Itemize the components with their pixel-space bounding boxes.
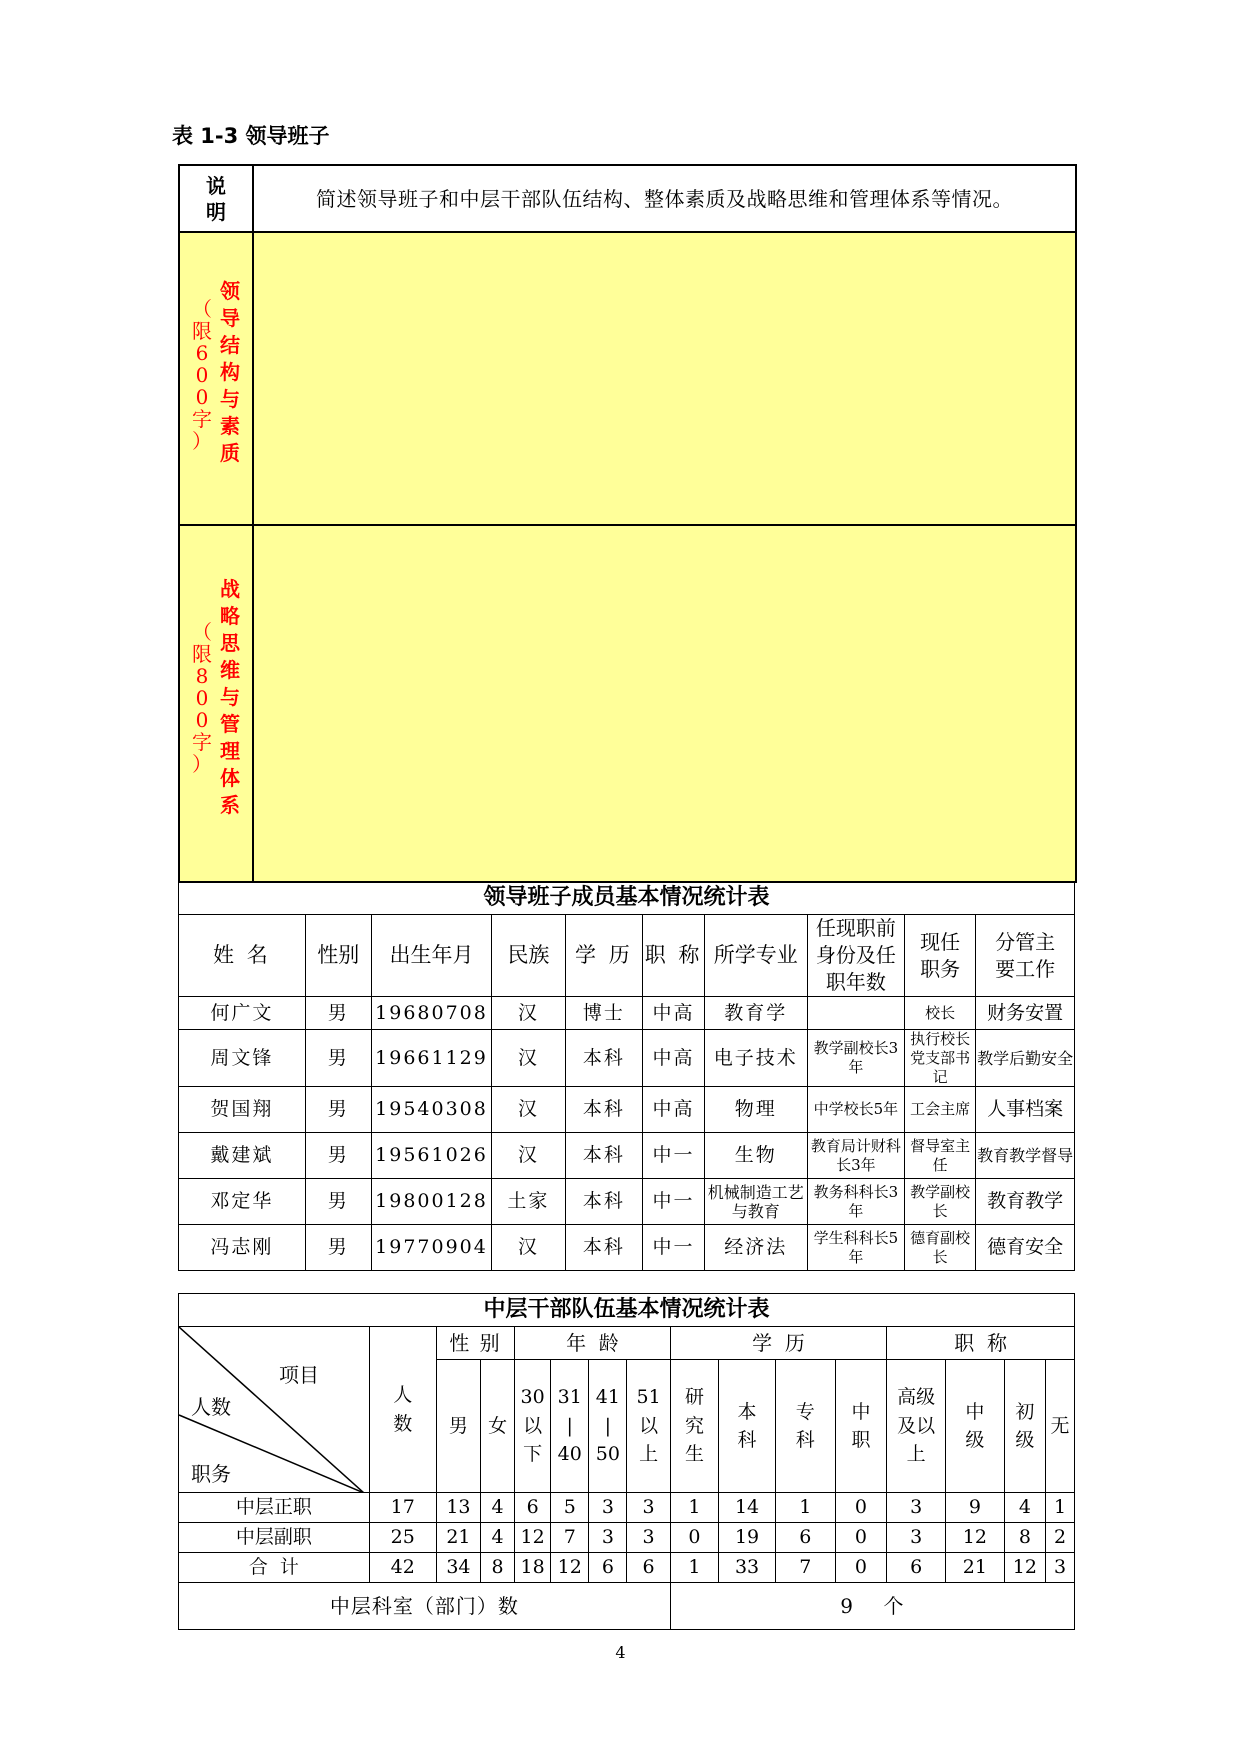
leader-cell: 男	[305, 1133, 371, 1179]
description-table	[178, 164, 1077, 883]
leader-cell: 汉	[492, 1087, 565, 1133]
section-note-char: （	[192, 297, 212, 321]
leader-cell: 本科	[565, 1030, 643, 1087]
section-title-char: 与	[220, 387, 240, 411]
corner-header	[179, 1327, 370, 1493]
corner-label-count: 人数	[191, 1395, 231, 1419]
leader-cell: 本科	[565, 1225, 643, 1271]
section-title-char: 构	[220, 360, 240, 384]
leader-cell: 中高	[643, 997, 705, 1030]
section-title-char: 质	[220, 441, 240, 465]
section-structure-content[interactable]	[253, 232, 1076, 525]
header-prior-position: 任现职前身份及任职年数	[807, 915, 904, 997]
leader-cell: 经济法	[704, 1225, 807, 1271]
middle-cell: 13	[436, 1493, 480, 1523]
description-label-char: 明	[206, 199, 226, 224]
header-ethnicity: 民族	[492, 915, 565, 997]
section-strategy-content[interactable]	[253, 525, 1076, 882]
leader-cell: 本科	[565, 1133, 643, 1179]
middle-cell: 8	[481, 1553, 515, 1583]
leader-cell: 周文锋	[179, 1030, 306, 1087]
leader-row	[179, 1225, 1075, 1271]
section-note-char: ）	[192, 429, 212, 453]
section-title-char: 素	[220, 414, 240, 438]
document-title: 表 1-3 领导班子	[172, 124, 330, 148]
leader-cell: 教育局计财科长3年	[807, 1133, 904, 1179]
middle-row-label: 合 计	[179, 1553, 370, 1583]
middle-cell: 4	[481, 1493, 515, 1523]
section-title-char: 系	[220, 793, 240, 817]
sub-header: 男	[436, 1360, 480, 1493]
leader-cell: 贺国翔	[179, 1087, 306, 1133]
group-education: 学 历	[670, 1327, 887, 1360]
leader-cell: 何广文	[179, 997, 306, 1030]
leader-cell: 本科	[565, 1087, 643, 1133]
middle-cell: 33	[719, 1553, 776, 1583]
description-label	[179, 165, 253, 232]
leader-cell: 教务科科长3年	[807, 1179, 904, 1225]
description-text: 简述领导班子和中层干部队伍结构、整体素质及战略思维和管理体系等情况。	[253, 165, 1076, 232]
middle-cell: 0	[835, 1523, 887, 1553]
leader-cell: 教学后勤安全	[976, 1030, 1075, 1087]
middle-row-label: 中层正职	[179, 1493, 370, 1523]
header-title: 职 称	[643, 915, 705, 997]
leader-cell: 中一	[643, 1225, 705, 1271]
middle-cell: 4	[1004, 1493, 1045, 1523]
middle-cell: 12	[551, 1553, 589, 1583]
sub-header: 研 究 生	[670, 1360, 718, 1493]
section-title-char: 理	[220, 739, 240, 763]
section-note-char: （	[192, 620, 212, 644]
middle-cell: 14	[719, 1493, 776, 1523]
leader-cell: 土家	[492, 1179, 565, 1225]
middle-cell: 6	[887, 1553, 946, 1583]
middle-cell: 1	[670, 1493, 718, 1523]
leader-row	[179, 1179, 1075, 1225]
middle-cell: 6	[589, 1553, 627, 1583]
leader-cell: 汉	[492, 1225, 565, 1271]
header-birth: 出生年月	[371, 915, 491, 997]
middle-cell: 42	[369, 1553, 436, 1583]
middle-cell: 6	[627, 1553, 670, 1583]
leader-cell: 生物	[704, 1133, 807, 1179]
section-title-char: 管	[220, 712, 240, 736]
section-title-char: 体	[220, 766, 240, 790]
middle-row-label: 中层副职	[179, 1523, 370, 1553]
sub-header: 高级 及以 上	[887, 1360, 946, 1493]
count-header-char: 人	[393, 1384, 413, 1406]
leader-cell: 教育教学	[976, 1179, 1075, 1225]
leader-cell: 19680708	[371, 997, 491, 1030]
middle-cell: 4	[481, 1523, 515, 1553]
middle-cell: 3	[589, 1523, 627, 1553]
leader-cell: 教学副校长3年	[807, 1030, 904, 1087]
section-strategy-note	[192, 621, 212, 775]
middle-cell: 3	[887, 1523, 946, 1553]
sub-header: 初 级	[1004, 1360, 1045, 1493]
leader-cell: 物理	[704, 1087, 807, 1133]
section-note-char: 限	[192, 642, 212, 666]
leader-cell: 德育安全	[976, 1225, 1075, 1271]
sub-header: 女	[481, 1360, 515, 1493]
section-note-char: 8	[195, 664, 209, 688]
middle-row	[179, 1493, 1075, 1523]
middle-cell: 12	[1004, 1553, 1045, 1583]
sub-header: 本 科	[719, 1360, 776, 1493]
leader-cell: 邓定华	[179, 1179, 306, 1225]
leader-cell: 人事档案	[976, 1087, 1075, 1133]
leader-cell: 工会主席	[905, 1087, 976, 1133]
header-name: 姓 名	[179, 915, 306, 997]
header-gender: 性别	[305, 915, 371, 997]
middle-cell: 1	[775, 1493, 835, 1523]
section-title-char: 战	[220, 577, 240, 601]
middle-cell: 6	[515, 1493, 551, 1523]
middle-cell: 34	[436, 1553, 480, 1583]
leader-cell: 德育副校长	[905, 1225, 976, 1271]
leader-row	[179, 1030, 1075, 1087]
description-label-char: 说	[206, 173, 226, 198]
corner-label-position: 职务	[191, 1462, 231, 1486]
sub-header: 无	[1046, 1360, 1075, 1493]
middle-cell: 3	[589, 1493, 627, 1523]
middle-row	[179, 1553, 1075, 1583]
leader-cell: 中一	[643, 1133, 705, 1179]
leader-cell: 博士	[565, 997, 643, 1030]
leader-cell: 教学副校长	[905, 1179, 976, 1225]
middle-cell: 8	[1004, 1523, 1045, 1553]
middle-cell: 0	[670, 1523, 718, 1553]
header-count	[369, 1327, 436, 1493]
section-note-char: 6	[195, 341, 209, 365]
section-structure-label	[179, 232, 253, 525]
leader-cell: 本科	[565, 1179, 643, 1225]
middle-cadre-table	[178, 1293, 1075, 1630]
sub-header: 30 以 下	[515, 1360, 551, 1493]
section-title-char: 维	[220, 658, 240, 682]
middle-cell: 18	[515, 1553, 551, 1583]
section-title-char: 结	[220, 333, 240, 357]
leaders-table-title: 领导班子成员基本情况统计表	[179, 882, 1075, 915]
leader-cell: 执行校长党支部书记	[905, 1030, 976, 1087]
leader-cell: 教育学	[704, 997, 807, 1030]
header-major: 所学专业	[704, 915, 807, 997]
leader-row	[179, 1133, 1075, 1179]
leaders-header-row	[179, 915, 1075, 997]
group-age: 年 龄	[515, 1327, 671, 1360]
leaders-table	[178, 881, 1075, 1271]
page-number: 4	[615, 1643, 626, 1662]
group-title: 职 称	[887, 1327, 1075, 1360]
section-note-char: 0	[195, 686, 209, 710]
middle-cell: 25	[369, 1523, 436, 1553]
middle-cell: 12	[946, 1523, 1005, 1553]
middle-cell: 17	[369, 1493, 436, 1523]
corner-label-item: 项目	[279, 1363, 319, 1387]
leader-cell: 男	[305, 1179, 371, 1225]
middle-cell: 0	[835, 1493, 887, 1523]
sub-header: 专 科	[775, 1360, 835, 1493]
section-title-char: 略	[220, 604, 240, 628]
leader-cell: 男	[305, 1087, 371, 1133]
sub-header: 31 | 40	[551, 1360, 589, 1493]
leader-cell: 学生科科长5年	[807, 1225, 904, 1271]
leader-cell	[807, 997, 904, 1030]
header-responsibility: 分管主要工作	[976, 915, 1075, 997]
middle-cell: 3	[627, 1493, 670, 1523]
section-structure-note	[192, 298, 212, 452]
leader-cell: 电子技术	[704, 1030, 807, 1087]
section-note-char: 限	[192, 319, 212, 343]
sub-header: 中 级	[946, 1360, 1005, 1493]
dept-count-label: 中层科室（部门）数	[179, 1583, 671, 1630]
section-structure-title	[220, 278, 240, 467]
dept-count-value: 9 个	[670, 1583, 1074, 1630]
middle-cell: 1	[670, 1553, 718, 1583]
leader-cell: 19661129	[371, 1030, 491, 1087]
middle-table-title: 中层干部队伍基本情况统计表	[179, 1294, 1075, 1327]
section-note-char: 0	[195, 363, 209, 387]
middle-cell: 7	[775, 1553, 835, 1583]
leader-cell: 19540308	[371, 1087, 491, 1133]
leader-cell: 男	[305, 1225, 371, 1271]
group-gender: 性 别	[436, 1327, 514, 1360]
leader-cell: 冯志刚	[179, 1225, 306, 1271]
middle-cell: 5	[551, 1493, 589, 1523]
leader-cell: 教育教学督导	[976, 1133, 1075, 1179]
middle-cell: 9	[946, 1493, 1005, 1523]
leader-cell: 校长	[905, 997, 976, 1030]
section-note-char: ）	[192, 752, 212, 776]
leader-cell: 戴建斌	[179, 1133, 306, 1179]
leader-row	[179, 1087, 1075, 1133]
leader-cell: 中学校长5年	[807, 1087, 904, 1133]
leader-cell: 汉	[492, 1030, 565, 1087]
sub-header: 41 | 50	[589, 1360, 627, 1493]
section-note-char: 字	[192, 730, 212, 754]
leader-cell: 中一	[643, 1179, 705, 1225]
leader-cell: 19561026	[371, 1133, 491, 1179]
middle-cell: 0	[835, 1553, 887, 1583]
middle-cell: 21	[436, 1523, 480, 1553]
leader-cell: 汉	[492, 1133, 565, 1179]
leader-cell: 19770904	[371, 1225, 491, 1271]
section-note-char: 0	[195, 708, 209, 732]
leader-cell: 中高	[643, 1087, 705, 1133]
middle-cell: 1	[1046, 1493, 1075, 1523]
leader-cell: 汉	[492, 997, 565, 1030]
middle-cell: 12	[515, 1523, 551, 1553]
section-title-char: 与	[220, 685, 240, 709]
section-strategy-title	[220, 576, 240, 819]
leader-cell: 男	[305, 1030, 371, 1087]
sub-header: 51 以 上	[627, 1360, 670, 1493]
middle-cell: 19	[719, 1523, 776, 1553]
middle-cell: 7	[551, 1523, 589, 1553]
leader-cell: 中高	[643, 1030, 705, 1087]
header-current-position: 现任职务	[905, 915, 976, 997]
section-strategy-label	[179, 525, 253, 882]
leader-cell: 19800128	[371, 1179, 491, 1225]
section-title-char: 思	[220, 631, 240, 655]
leader-cell: 财务安置	[976, 997, 1075, 1030]
middle-cell: 6	[775, 1523, 835, 1553]
middle-row	[179, 1523, 1075, 1553]
leader-cell: 男	[305, 997, 371, 1030]
middle-cell: 2	[1046, 1523, 1075, 1553]
middle-cell: 3	[887, 1493, 946, 1523]
count-header-char: 数	[393, 1412, 413, 1435]
middle-cell: 3	[1046, 1553, 1075, 1583]
section-title-char: 领	[220, 279, 240, 303]
header-education: 学 历	[565, 915, 643, 997]
section-note-char: 0	[195, 385, 209, 409]
leader-cell: 机械制造工艺与教育	[704, 1179, 807, 1225]
middle-cell: 21	[946, 1553, 1005, 1583]
sub-header: 中 职	[835, 1360, 887, 1493]
leader-cell: 督导室主任	[905, 1133, 976, 1179]
leader-row	[179, 997, 1075, 1030]
section-title-char: 导	[220, 306, 240, 330]
middle-cell: 3	[627, 1523, 670, 1553]
section-note-char: 字	[192, 407, 212, 431]
